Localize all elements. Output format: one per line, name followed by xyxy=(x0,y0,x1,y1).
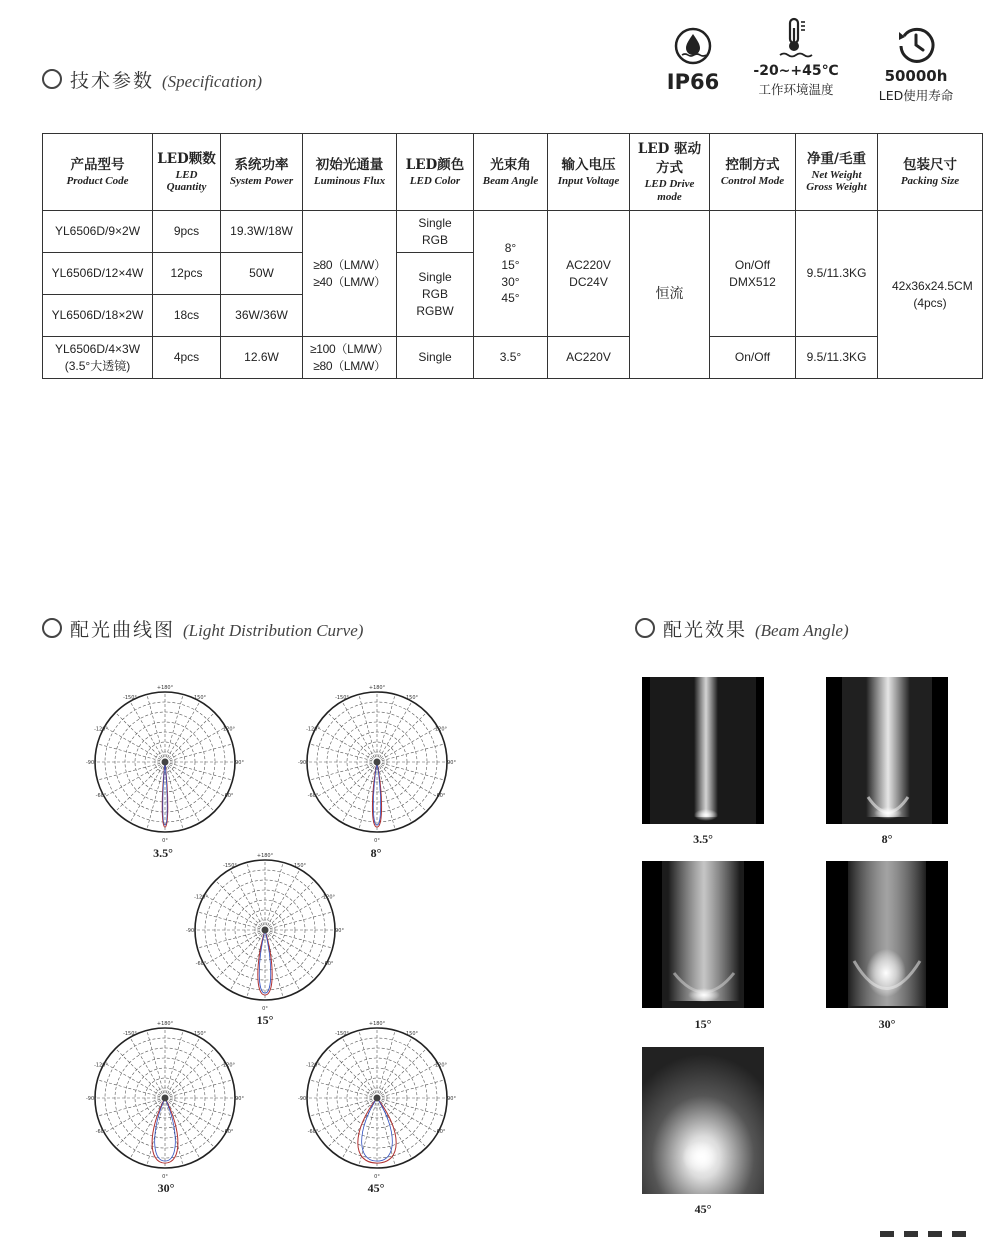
spec-table xyxy=(42,133,983,379)
polar-tick-label: -120° xyxy=(94,726,108,733)
cell-power: 19.3W/18W xyxy=(221,211,303,253)
polar-label-15: 15° xyxy=(256,1013,274,1027)
polar-tick-label: +180° xyxy=(256,853,274,859)
badge-lifetime-sub: LED使用寿命 xyxy=(878,88,954,103)
cell-power: 12.6W xyxy=(221,337,303,379)
polar-tick-label: -150° xyxy=(223,863,237,869)
beam-label-30: 30° xyxy=(878,1017,896,1031)
thermometer-icon xyxy=(736,16,856,60)
waterproof-drop-icon xyxy=(633,22,753,66)
polar-tick-label: 0° xyxy=(262,1006,268,1012)
polar-tick-label: -90° xyxy=(298,760,309,766)
polar-tick-label: 90° xyxy=(235,1096,244,1102)
beam-photo-15 xyxy=(642,861,764,1008)
polar-center-dot xyxy=(374,759,381,766)
polar-center-dot xyxy=(162,1095,169,1102)
cell-qty: 12pcs xyxy=(153,253,221,295)
table-header-row xyxy=(43,134,983,211)
beam-photo-45 xyxy=(642,1047,764,1194)
beam-photo-30 xyxy=(826,861,948,1008)
cell-qty: 9pcs xyxy=(153,211,221,253)
polar-tick-label: 120° xyxy=(434,1062,448,1069)
cell-code: YL6506D/4×3W (3.5°大透镜) xyxy=(43,337,153,379)
cell-flux: ≥100（LM/W） ≥80（LM/W） xyxy=(303,337,397,379)
circle-bullet-icon xyxy=(42,618,62,638)
table-row xyxy=(43,211,983,253)
polar-tick-label: 90° xyxy=(447,1096,456,1102)
header-led-quantity: LED颗数 LED Quantity xyxy=(153,134,221,211)
polar-tick-label: +180° xyxy=(156,685,174,691)
polar-tick-label: -150° xyxy=(335,695,349,701)
polar-label-3-5: 3.5° xyxy=(153,846,173,860)
badge-ip66-main: IP66 xyxy=(666,70,720,94)
polar-tick-label: -150° xyxy=(123,1031,137,1037)
polar-center-dot xyxy=(262,927,269,934)
cell-voltage-group: AC220V DC24V xyxy=(548,211,630,337)
curve-section-title xyxy=(42,615,363,642)
cell-control: On/Off xyxy=(710,337,796,379)
polar-tick-label: -90° xyxy=(86,1096,97,1102)
curve-title-en: (Light Distribution Curve) xyxy=(183,621,364,640)
beam-photo-8 xyxy=(826,677,948,824)
header-control-mode: 控制方式 Control Mode xyxy=(710,134,796,211)
header-weight: 净重/毛重 Net Weight Gross Weight xyxy=(796,134,878,211)
polar-tick-label: -60° xyxy=(95,793,107,799)
badge-lifetime-main: 50000h xyxy=(884,67,948,85)
cell-qty: 18cs xyxy=(153,295,221,337)
polar-tick-label: -120° xyxy=(194,894,208,901)
badge-temperature xyxy=(736,16,856,98)
polar-center-dot xyxy=(374,1095,381,1102)
spec-section-title xyxy=(42,66,262,93)
polar-tick-label: 150° xyxy=(405,1031,419,1037)
polar-tick-label: -60° xyxy=(307,1129,319,1135)
polar-diagram-30 xyxy=(83,1016,247,1180)
badge-temperature-main: -20~+45℃ xyxy=(753,63,839,79)
header-system-power: 系统功率 System Power xyxy=(221,134,303,211)
beam-label-45: 45° xyxy=(694,1202,712,1216)
cell-color: Single RGB xyxy=(397,211,474,253)
cell-voltage: AC220V xyxy=(548,337,630,379)
polar-tick-label: 150° xyxy=(293,863,307,869)
cell-control-group: On/Off DMX512 xyxy=(710,211,796,337)
polar-tick-label: 0° xyxy=(374,838,380,844)
polar-tick-label: 0° xyxy=(162,838,168,844)
beam-label-15: 15° xyxy=(694,1017,712,1031)
badge-ip66 xyxy=(633,22,753,94)
polar-tick-label: -150° xyxy=(335,1031,349,1037)
polar-tick-label: 60° xyxy=(224,793,234,799)
polar-diagram-3-5 xyxy=(83,680,247,844)
cell-beam-group: 8° 15° 30° 45° xyxy=(474,211,548,337)
polar-diagram-45 xyxy=(295,1016,459,1180)
polar-tick-label: 60° xyxy=(436,793,446,799)
cell-packing: 42x36x24.5CM (4pcs) xyxy=(878,211,983,379)
polar-tick-label: 150° xyxy=(405,695,419,701)
cell-beam: 3.5° xyxy=(474,337,548,379)
cell-color: Single xyxy=(397,337,474,379)
header-luminous-flux: 初始光通量 Luminous Flux xyxy=(303,134,397,211)
badge-lifetime xyxy=(856,20,976,104)
polar-tick-label: -90° xyxy=(86,760,97,766)
polar-tick-label: 90° xyxy=(235,760,244,766)
polar-tick-label: +180° xyxy=(368,1021,386,1027)
cell-qty: 4pcs xyxy=(153,337,221,379)
polar-tick-label: 150° xyxy=(193,1031,207,1037)
polar-tick-label: +180° xyxy=(368,685,386,691)
cell-power: 36W/36W xyxy=(221,295,303,337)
polar-label-8: 8° xyxy=(370,846,382,860)
cell-color-group: Single RGB RGBW xyxy=(397,253,474,337)
polar-tick-label: 90° xyxy=(335,928,344,934)
beam-title-en: (Beam Angle) xyxy=(755,621,849,640)
polar-tick-label: 150° xyxy=(193,695,207,701)
polar-tick-label: -90° xyxy=(298,1096,309,1102)
clock-history-icon xyxy=(856,20,976,64)
polar-center-dot xyxy=(162,759,169,766)
polar-tick-label: 120° xyxy=(222,726,236,733)
polar-tick-label: -60° xyxy=(307,793,319,799)
header-input-voltage: 输入电压 Input Voltage xyxy=(548,134,630,211)
spec-title-en: (Specification) xyxy=(162,72,263,91)
polar-tick-label: 0° xyxy=(374,1174,380,1180)
circle-bullet-icon xyxy=(635,618,655,638)
polar-label-45: 45° xyxy=(367,1181,385,1195)
cell-drive: 恒流 xyxy=(630,211,710,379)
polar-tick-label: 60° xyxy=(224,1129,234,1135)
polar-tick-label: -120° xyxy=(306,726,320,733)
beam-label-8: 8° xyxy=(881,832,893,846)
polar-tick-label: -60° xyxy=(195,961,207,967)
polar-tick-label: -90° xyxy=(186,928,197,934)
circle-bullet-icon xyxy=(42,69,62,89)
polar-tick-label: -60° xyxy=(95,1129,107,1135)
polar-tick-label: 60° xyxy=(436,1129,446,1135)
header-beam-angle: 光束角 Beam Angle xyxy=(474,134,548,211)
polar-tick-label: 120° xyxy=(222,1062,236,1069)
beam-title-zh: 配光效果 xyxy=(663,619,748,641)
curve-title-zh: 配光曲线图 xyxy=(70,619,176,641)
cell-code: YL6506D/18×2W xyxy=(43,295,153,337)
polar-tick-label: 0° xyxy=(162,1174,168,1180)
cell-flux-group: ≥80（LM/W） ≥40（LM/W） xyxy=(303,211,397,337)
polar-tick-label: -150° xyxy=(123,695,137,701)
polar-tick-label: 120° xyxy=(322,894,336,901)
polar-label-30: 30° xyxy=(157,1181,175,1195)
polar-tick-label: 120° xyxy=(434,726,448,733)
beam-photo-3-5 xyxy=(642,677,764,824)
header-led-color: LED颜色 LED Color xyxy=(397,134,474,211)
badge-temperature-sub: 工作环境温度 xyxy=(758,82,834,97)
cell-code: YL6506D/9×2W xyxy=(43,211,153,253)
partial-logo xyxy=(880,1228,990,1237)
polar-tick-label: -120° xyxy=(306,1062,320,1069)
header-product-code: 产品型号 Product Code xyxy=(43,134,153,211)
table-row xyxy=(43,337,983,379)
polar-tick-label: 60° xyxy=(324,961,334,967)
cell-weight-group: 9.5/11.3KG xyxy=(796,211,878,337)
header-packing-size: 包装尺寸 Packing Size xyxy=(878,134,983,211)
cell-power: 50W xyxy=(221,253,303,295)
beam-section-title xyxy=(635,615,849,642)
header-drive-mode: LED 驱动方式 LED Drive mode xyxy=(630,134,710,211)
polar-diagram-8 xyxy=(295,680,459,844)
polar-diagram-15 xyxy=(183,848,347,1012)
cell-weight: 9.5/11.3KG xyxy=(796,337,878,379)
beam-label-3-5: 3.5° xyxy=(693,832,713,846)
cell-code: YL6506D/12×4W xyxy=(43,253,153,295)
polar-tick-label: 90° xyxy=(447,760,456,766)
spec-title-zh: 技术参数 xyxy=(70,70,155,92)
polar-tick-label: +180° xyxy=(156,1021,174,1027)
polar-tick-label: -120° xyxy=(94,1062,108,1069)
